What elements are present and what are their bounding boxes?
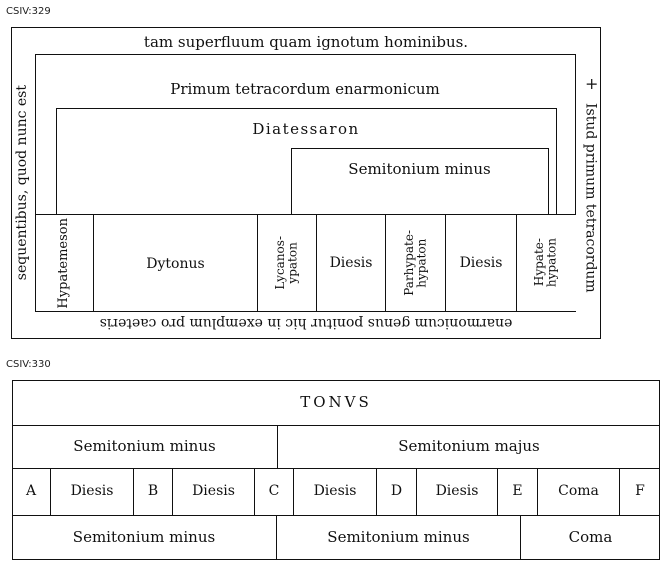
bracket-semitonium-label: Semitonium minus bbox=[348, 160, 491, 178]
top-text: tam superfluum quam ignotum hominibus. bbox=[143, 33, 469, 51]
cell-hypate: Hypate- hypaton bbox=[532, 238, 559, 288]
row2-semitonium-majus: Semitonium majus bbox=[398, 437, 540, 455]
figure-id-329: CSIV:329 bbox=[6, 6, 51, 17]
cell-hypatemeson: Hypatemeson bbox=[56, 217, 72, 309]
bracket-diatessaron-label: Diatessaron bbox=[252, 120, 360, 138]
row3-e: E bbox=[512, 483, 523, 499]
row3-c: C bbox=[268, 483, 280, 499]
cell-diesis-2: Diesis bbox=[459, 255, 503, 271]
cross-mark: + bbox=[585, 74, 599, 93]
right-text: Istud primum tetracordum bbox=[582, 103, 599, 293]
row3-diesis-4: Diesis bbox=[435, 483, 479, 499]
left-text: sequentibus, quod nunc est bbox=[14, 84, 31, 281]
row4-coma: Coma bbox=[568, 528, 613, 546]
row3-f: F bbox=[635, 483, 645, 499]
figure-id-330: CSIV:330 bbox=[6, 359, 51, 370]
row3-a: A bbox=[25, 483, 37, 499]
row3-d: D bbox=[390, 483, 403, 499]
cell-diesis-1: Diesis bbox=[329, 255, 373, 271]
row3-diesis-1: Diesis bbox=[70, 483, 114, 499]
row3-coma: Coma bbox=[558, 483, 599, 499]
cell-lycanos: Lycanos- ypaton bbox=[273, 236, 300, 290]
row3-diesis-3: Diesis bbox=[313, 483, 357, 499]
tonus-title: TONVS bbox=[300, 393, 372, 411]
cell-parhypate: Parhypate- hypaton bbox=[401, 230, 429, 296]
row4-semitonium-minus-2: Semitonium minus bbox=[327, 528, 470, 546]
row2-semitonium-minus: Semitonium minus bbox=[73, 437, 216, 455]
row3-b: B bbox=[147, 483, 159, 499]
row3-diesis-2: Diesis bbox=[192, 483, 235, 499]
row4-semitonium-minus-1: Semitonium minus bbox=[72, 528, 216, 546]
cell-dytonus: Dytonus bbox=[146, 256, 205, 272]
bracket-primum-label: Primum tetracordum enarmonicum bbox=[170, 80, 440, 98]
bottom-text: enarmonicum genus ponitur hic in exemplum pro caeteris bbox=[99, 315, 513, 331]
